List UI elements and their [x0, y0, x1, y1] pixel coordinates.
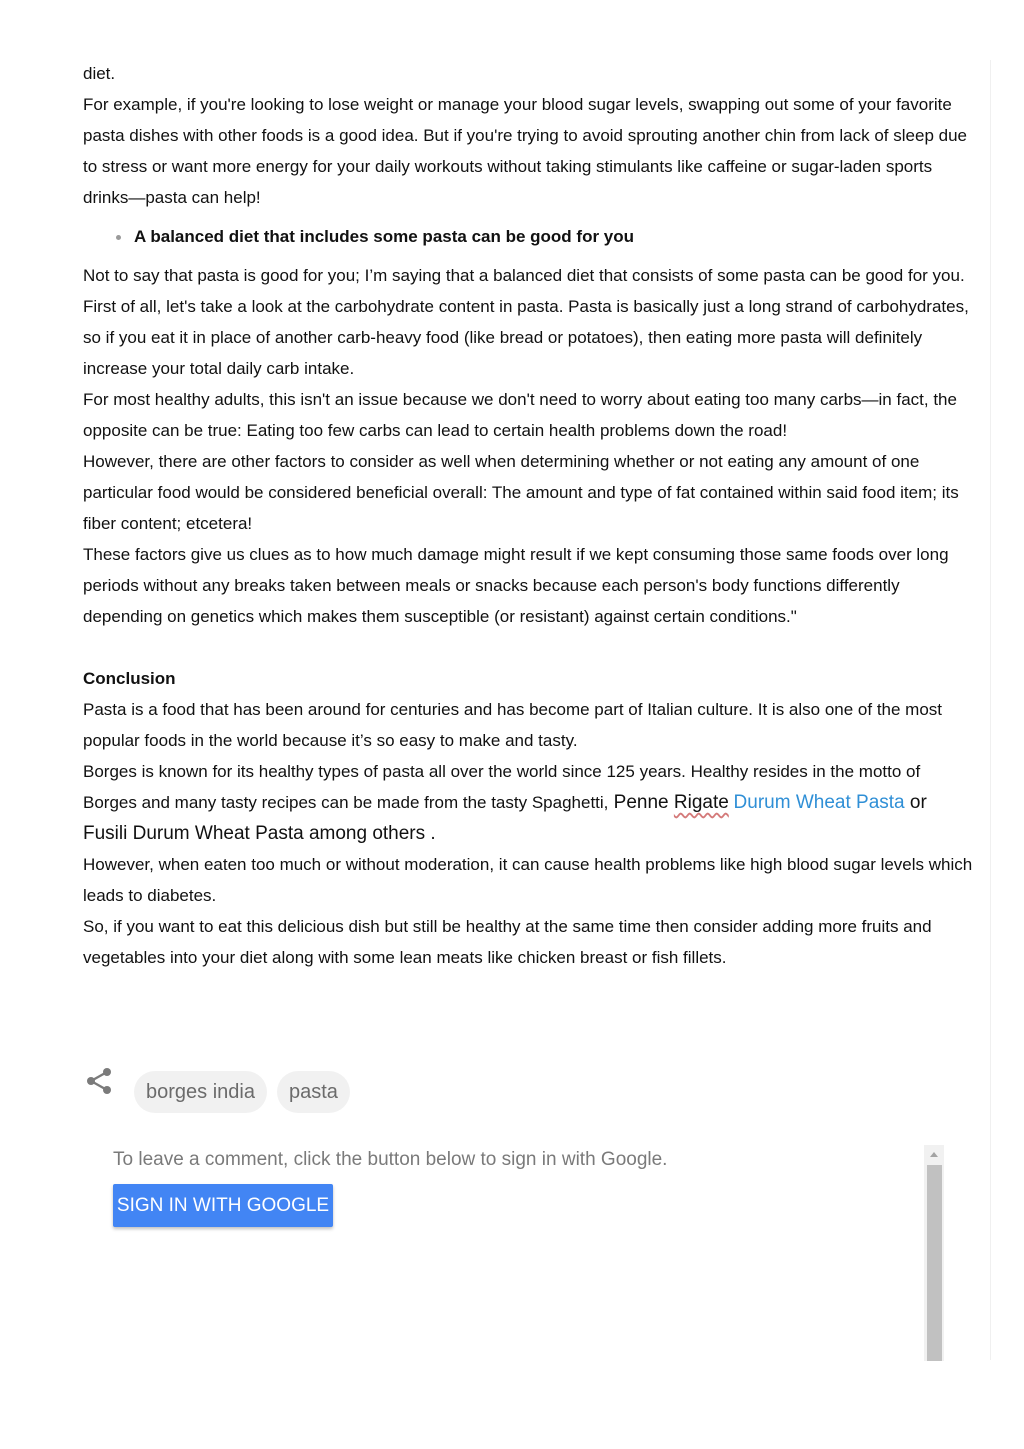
tag-borges-india[interactable]: borges india: [134, 1071, 267, 1113]
sign-in-with-google-button[interactable]: SIGN IN WITH GOOGLE: [113, 1184, 333, 1227]
paragraph-factors: However, there are other factors to consider as well when determining whether or not eating any amount of one particular food would be considered beneficial overall: The amount and type of fat contained within said food item; its fiber content; etcetera!: [83, 452, 959, 533]
rigate-text: Rigate: [673, 792, 729, 813]
comment-prompt: To leave a comment, click the button below to sign in with Google.: [113, 1149, 668, 1170]
scroll-up-arrow-icon[interactable]: [930, 1152, 938, 1157]
bullet-dot-icon: [116, 235, 121, 240]
page-edge-rule: [990, 60, 991, 1360]
bullet-text: A balanced diet that includes some pasta can be good for you: [134, 227, 635, 246]
fusili-text: Fusili Durum Wheat Pasta among others .: [83, 823, 436, 844]
paragraph-healthy-adults: For most healthy adults, this isn't an issue because we don't need to worry about eating too many carbs—in fact, the opposite can be true: Eating too few carbs can lead to certain health problems down the road!: [83, 390, 957, 440]
penne-text: Penne: [608, 792, 674, 813]
article-body: [83, 58, 975, 973]
borges-text: Borges is known for its healthy types of pasta all over the world since 125 years. Healthy resides in the motto of Borges and many tasty recipes can be made from the tasty Spaghetti,: [83, 762, 921, 812]
scroll-thumb[interactable]: [927, 1165, 942, 1361]
conclusion-heading: Conclusion: [83, 669, 176, 688]
bullet-list: [83, 221, 975, 252]
paragraph-moderation: However, when eaten too much or without moderation, it can cause health problems like high blood sugar levels which leads to diabetes.: [83, 855, 973, 905]
paragraph-diet: diet.: [83, 64, 116, 83]
share-icon[interactable]: [86, 1067, 112, 1097]
spacer: [83, 632, 975, 663]
paragraph-borges: [83, 756, 975, 849]
paragraph-advice: So, if you want to eat this delicious dish but still be healthy at the same time then consider adding more fruits and vegetables into your diet along with some lean meats like chicken breast or fish fillets.: [83, 917, 932, 967]
or-text: or: [904, 792, 927, 813]
paragraph-example: For example, if you're looking to lose weight or manage your blood sugar levels, swapping out some of your favorite pasta dishes with other foods is a good idea. But if you're trying to avoid sprouting another chin from lack of sleep due to stress or want more energy for your daily workouts without taking stimulants like caffeine or sugar-laden sports drinks—pasta can help!: [83, 95, 967, 207]
paragraph-clues: These factors give us clues as to how much damage might result if we kept consuming those same foods over long periods without any breaks taken between meals or snacks because each person's body functions differently depending on genetics which makes them susceptible (or resistant) against certain conditions.": [83, 545, 949, 626]
durum-wheat-pasta-link[interactable]: Durum Wheat Pasta: [733, 792, 905, 813]
comment-section: [113, 1145, 945, 1361]
bullet-item: [83, 221, 975, 252]
paragraph-balanced: Not to say that pasta is good for you; I’m saying that a balanced diet that consists of some pasta can be good for you.: [83, 266, 965, 285]
tag-pasta[interactable]: pasta: [277, 1071, 350, 1113]
paragraph-carbs: First of all, let's take a look at the carbohydrate content in pasta. Pasta is basically just a long strand of carbohydrates, so if you eat it in place of another carb-heavy food (like bread or potatoes), then eating more pasta will definitely increase your total daily carb intake.: [83, 297, 969, 378]
share-and-tags: [86, 1070, 360, 1114]
paragraph-conclusion: Pasta is a food that has been around for centuries and has become part of Italian culture. It is also one of the most popular foods in the world because it’s so easy to make and tasty.: [83, 700, 943, 750]
comment-scrollbar[interactable]: [924, 1145, 944, 1361]
